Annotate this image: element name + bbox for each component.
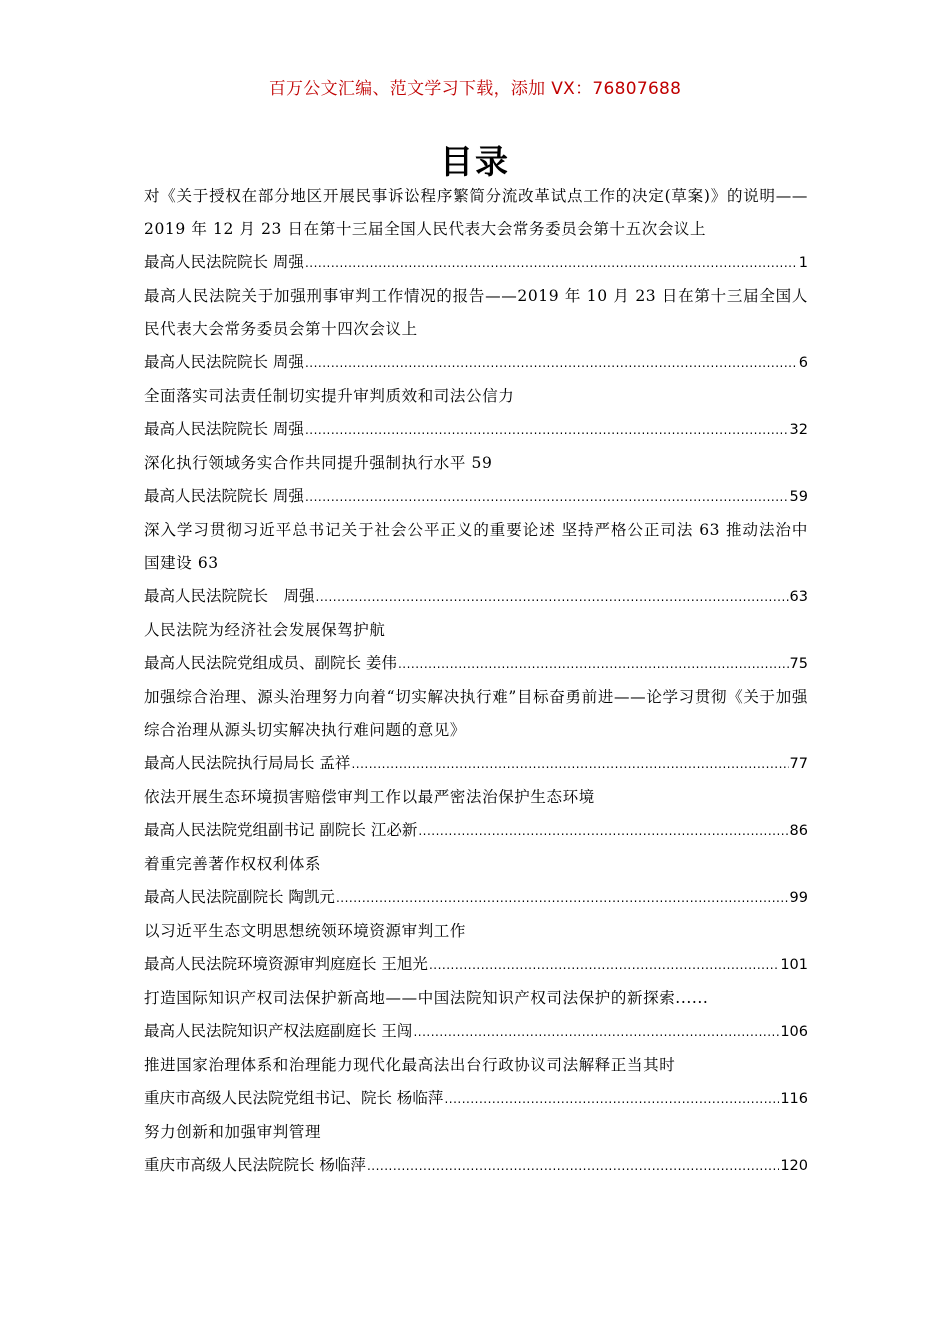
toc-entry-title: 推进国家治理体系和治理能力现代化最高法出台行政协议司法解释正当其时	[144, 1056, 676, 1074]
toc-entry-author-line	[144, 1015, 808, 1049]
toc-entry-author-line	[144, 881, 808, 915]
toc-entry-author-line	[144, 814, 808, 848]
toc-entry	[144, 781, 808, 848]
page-title: 目录	[440, 142, 510, 181]
toc-entry	[144, 447, 808, 514]
toc-entry-title: 打造国际知识产权司法保护新高地——中国法院知识产权司法保护的新探索......	[144, 989, 709, 1007]
toc-entry-page-number: 59	[789, 489, 808, 505]
dot-leader	[413, 1016, 779, 1049]
toc-entry	[144, 848, 808, 915]
toc-entry-page-number: 6	[798, 355, 808, 371]
toc-entry-page-number: 120	[780, 1158, 808, 1174]
dot-leader	[305, 481, 789, 514]
dot-leader	[367, 1150, 779, 1183]
toc-entry	[144, 982, 808, 1049]
toc-entry-author-line	[144, 1149, 808, 1183]
toc-entry-author-line	[144, 747, 808, 781]
toc-entry-title: 对《关于授权在部分地区开展民事诉讼程序繁简分流改革试点工作的决定(草案)》的说明——2019 年 12 月 23 日在第十三届全国人民代表大会常务委员会第十五次会议上	[144, 187, 808, 238]
dot-leader	[444, 1083, 779, 1116]
toc-entry-author-line	[144, 413, 808, 447]
dot-leader	[305, 414, 789, 447]
dot-leader	[429, 949, 779, 982]
toc-entry-author: 最高人民法院党组副书记 副院长 江必新	[144, 821, 418, 839]
dot-leader	[305, 247, 798, 280]
toc-entry-page-number: 116	[780, 1091, 808, 1107]
toc-entry-page-number: 99	[789, 890, 808, 906]
toc-entry-page-number: 86	[789, 823, 808, 839]
toc-entry	[144, 1049, 808, 1116]
toc-entry-title: 人民法院为经济社会发展保驾护航	[144, 621, 386, 639]
toc-entry	[144, 681, 808, 781]
toc-entry-author: 最高人民法院党组成员、副院长 姜伟	[144, 654, 397, 672]
toc-entry-title: 以习近平生态文明思想统领环境资源审判工作	[144, 922, 467, 940]
dot-leader	[336, 882, 789, 915]
toc-entry-author-line	[144, 346, 808, 380]
toc-entry-title: 依法开展生态环境损害赔偿审判工作以最严密法治保护生态环境	[144, 788, 595, 806]
toc-entry-page-number: 101	[780, 957, 808, 973]
toc-entry-author-line	[144, 580, 808, 614]
toc-entry-author-line	[144, 480, 808, 514]
toc-entry-author: 重庆市高级人民法院党组书记、院长 杨临萍	[144, 1089, 444, 1107]
toc-entry-author: 最高人民法院知识产权法庭副庭长 王闯	[144, 1022, 413, 1040]
toc-entry-author: 最高人民法院执行局局长 孟祥	[144, 754, 351, 772]
toc-entry-title: 加强综合治理、源头治理努力向着“切实解决执行难”目标奋勇前进——论学习贯彻《关于加强综合治理从源头切实解决执行难问题的意见》	[144, 688, 808, 739]
toc-entry-author: 最高人民法院院长 周强	[144, 420, 304, 438]
toc-entry-title: 着重完善著作权权利体系	[144, 855, 322, 873]
toc-entry-author-line	[144, 246, 808, 280]
toc-entry-author: 最高人民法院院长 周强	[144, 587, 315, 605]
toc-entry	[144, 614, 808, 681]
toc-entry-title: 努力创新和加强审判管理	[144, 1123, 322, 1141]
toc-entry	[144, 380, 808, 447]
dot-leader	[418, 815, 788, 848]
toc-entry-author-line	[144, 1082, 808, 1116]
toc-entry-page-number: 63	[789, 589, 808, 605]
header-banner: 百万公文汇编、范文学习下载，添加 VX：76807688	[268, 79, 682, 99]
toc-entry-page-number: 75	[789, 656, 808, 672]
toc-entry-title: 最高人民法院关于加强刑事审判工作情况的报告——2019 年 10 月 23 日在第十三届全国人民代表大会常务委员会第十四次会议上	[144, 287, 808, 338]
toc-entry-author: 最高人民法院院长 周强	[144, 253, 304, 271]
toc-entry-author-line	[144, 948, 808, 982]
toc-entry	[144, 514, 808, 614]
dot-leader	[305, 347, 798, 380]
toc-entry-author: 最高人民法院副院长 陶凯元	[144, 888, 335, 906]
toc-entry-page-number: 1	[798, 255, 808, 271]
toc-entry	[144, 915, 808, 982]
dot-leader	[351, 748, 788, 781]
toc-entry	[144, 180, 808, 280]
dot-leader	[316, 581, 789, 614]
toc-entry-author: 最高人民法院环境资源审判庭庭长 王旭光	[144, 955, 428, 973]
toc-entry	[144, 1116, 808, 1183]
toc-entry	[144, 280, 808, 380]
toc-entry-author: 最高人民法院院长 周强	[144, 353, 304, 371]
toc-entry-page-number: 106	[780, 1024, 808, 1040]
table-of-contents	[144, 180, 808, 1183]
toc-entry-title: 全面落实司法责任制切实提升审判质效和司法公信力	[144, 387, 515, 405]
toc-entry-page-number: 32	[789, 422, 808, 438]
toc-entry-title: 深化执行领域务实合作共同提升强制执行水平 59	[144, 454, 493, 472]
toc-entry-title: 深入学习贯彻习近平总书记关于社会公平正义的重要论述 坚持严格公正司法 63 推动法治中国建设 63	[144, 521, 808, 572]
toc-entry-author: 最高人民法院院长 周强	[144, 487, 304, 505]
toc-entry-page-number: 77	[789, 756, 808, 772]
toc-entry-author-line	[144, 647, 808, 681]
toc-entry-author: 重庆市高级人民法院院长 杨临萍	[144, 1156, 366, 1174]
dot-leader	[398, 648, 789, 681]
